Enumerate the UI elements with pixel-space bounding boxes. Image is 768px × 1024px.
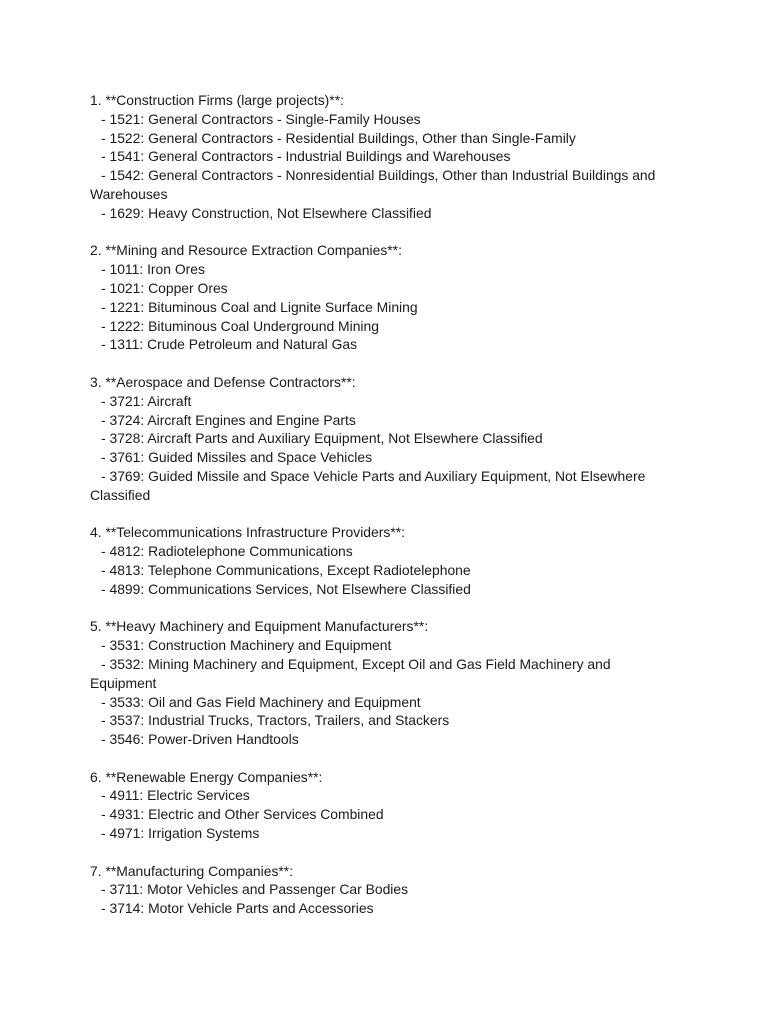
section-telecommunications xyxy=(90,523,680,598)
list-item: - 3546: Power-Driven Handtools xyxy=(101,731,299,748)
list-item: - 1522: General Contractors - Residential Buildings, Other than Single-Family xyxy=(101,129,576,146)
list-item: - 3531: Construction Machinery and Equipment xyxy=(101,637,392,654)
section-heading: 4. **Telecommunications Infrastructure Providers**: xyxy=(90,524,405,541)
list-item: - 3728: Aircraft Parts and Auxiliary Equipment, Not Elsewhere Classified xyxy=(101,430,543,447)
list-item: - 4931: Electric and Other Services Combined xyxy=(101,806,384,823)
list-item: - 3721: Aircraft xyxy=(101,392,192,409)
list-item: - 4813: Telephone Communications, Except Radiotelephone xyxy=(101,561,471,578)
section-renewable-energy xyxy=(90,768,680,843)
list-item: - 3537: Industrial Trucks, Tractors, Trailers, and Stackers xyxy=(101,712,450,729)
section-heading: 7. **Manufacturing Companies**: xyxy=(90,862,294,879)
section-manufacturing xyxy=(90,862,680,918)
list-item: - 3724: Aircraft Engines and Engine Parts xyxy=(101,411,356,428)
list-item: - 1629: Heavy Construction, Not Elsewhere Classified xyxy=(101,204,432,221)
list-item: - 3761: Guided Missiles and Space Vehicles xyxy=(101,449,373,466)
document-body xyxy=(90,91,680,937)
section-construction-firms xyxy=(90,91,680,223)
section-aerospace-defense xyxy=(90,373,680,505)
list-item: - 1221: Bituminous Coal and Lignite Surface Mining xyxy=(101,298,418,315)
section-heading: 6. **Renewable Energy Companies**: xyxy=(90,768,323,785)
list-item: - 1021: Copper Ores xyxy=(101,279,228,296)
section-heading: 2. **Mining and Resource Extraction Companies**: xyxy=(90,242,402,259)
list-item: - 4971: Irrigation Systems xyxy=(101,825,260,842)
list-item: - 3533: Oil and Gas Field Machinery and Equipment xyxy=(101,693,421,710)
list-item: - 4812: Radiotelephone Communications xyxy=(101,543,353,560)
list-item: - 4899: Communications Services, Not Elsewhere Classified xyxy=(101,580,471,597)
section-heading: 3. **Aerospace and Defense Contractors**: xyxy=(90,373,356,390)
list-item: - 1011: Iron Ores xyxy=(101,261,205,278)
list-item: - 3711: Motor Vehicles and Passenger Car Bodies xyxy=(101,881,409,898)
list-item: - 3714: Motor Vehicle Parts and Accessories xyxy=(101,900,374,917)
section-heading: 1. **Construction Firms (large projects)**: xyxy=(90,92,344,108)
list-item: - 4911: Electric Services xyxy=(101,787,250,804)
list-item: - 1311: Crude Petroleum and Natural Gas xyxy=(101,336,358,353)
list-item: - 1222: Bituminous Coal Underground Mining xyxy=(101,317,379,334)
list-item: - 1542: General Contractors - Nonresidential Buildings, Other than Industrial Buildings and Warehouses xyxy=(90,167,660,202)
section-heading: 5. **Heavy Machinery and Equipment Manufacturers**: xyxy=(90,618,429,635)
list-item: - 3532: Mining Machinery and Equipment, Except Oil and Gas Field Machinery and Equipment xyxy=(90,655,615,691)
list-item: - 3769: Guided Missile and Space Vehicle Parts and Auxiliary Equipment, Not Elsewhere Classified xyxy=(90,467,650,503)
list-item: - 1521: General Contractors - Single-Family Houses xyxy=(101,110,421,127)
section-mining-companies xyxy=(90,241,680,354)
section-heavy-machinery xyxy=(90,617,680,749)
list-item: - 1541: General Contractors - Industrial Buildings and Warehouses xyxy=(101,148,511,165)
